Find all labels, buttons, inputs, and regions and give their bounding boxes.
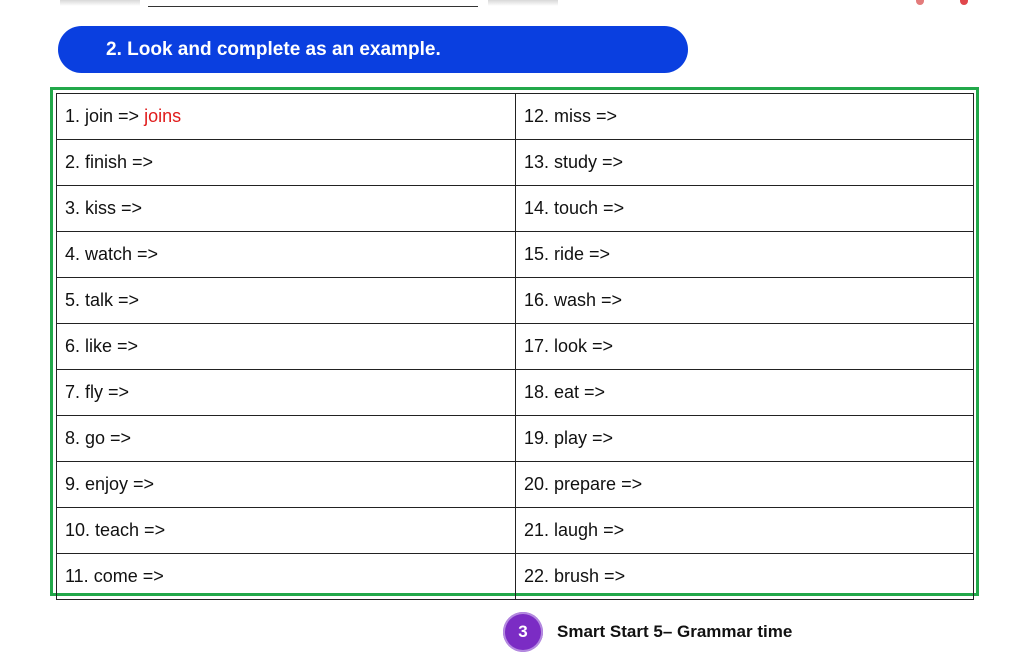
page-number-badge: [503, 612, 543, 652]
table-row: [57, 462, 974, 508]
exercise-cell[interactable]: [516, 324, 974, 370]
exercise-prompt: 17. look =>: [524, 336, 614, 356]
section-header: [58, 26, 688, 73]
exercise-prompt: 12. miss =>: [524, 106, 618, 126]
exercise-prompt: 21. laugh =>: [524, 520, 625, 540]
table-row: [57, 554, 974, 600]
exercise-prompt: 8. go =>: [65, 428, 132, 448]
footer-title: Smart Start 5– Grammar time: [557, 622, 793, 641]
exercise-cell[interactable]: [516, 232, 974, 278]
exercise-cell[interactable]: [516, 140, 974, 186]
exercise-prompt: 5. talk =>: [65, 290, 140, 310]
exercise-cell[interactable]: [516, 370, 974, 416]
top-decoration: [916, 0, 924, 5]
table-row: [57, 232, 974, 278]
table-row: [57, 94, 974, 140]
exercise-cell[interactable]: [516, 94, 974, 140]
table-row: [57, 140, 974, 186]
exercise-prompt: 22. brush =>: [524, 566, 626, 586]
exercise-prompt: 19. play =>: [524, 428, 614, 448]
example-answer: joins: [144, 106, 182, 126]
top-answer-line: [148, 6, 478, 7]
table-row: [57, 370, 974, 416]
exercise-cell[interactable]: [516, 462, 974, 508]
exercise-prompt: 16. wash =>: [524, 290, 623, 310]
exercise-prompt: 18. eat =>: [524, 382, 606, 402]
exercise-prompt: 9. enjoy =>: [65, 474, 155, 494]
table-row: [57, 278, 974, 324]
exercise-prompt: 1. join =>: [65, 106, 140, 126]
exercise-prompt: 2. finish =>: [65, 152, 154, 172]
exercise-cell[interactable]: [57, 462, 516, 508]
exercise-prompt: 13. study =>: [524, 152, 624, 172]
exercise-cell[interactable]: [57, 140, 516, 186]
exercise-cell[interactable]: [57, 508, 516, 554]
exercise-prompt: 10. teach =>: [65, 520, 166, 540]
exercise-prompt: 15. ride =>: [524, 244, 611, 264]
exercise-cell[interactable]: [516, 186, 974, 232]
exercise-cell[interactable]: [516, 554, 974, 600]
exercise-prompt: 4. watch =>: [65, 244, 159, 264]
exercise-table: [56, 93, 974, 600]
section-title: 2. Look and complete as an example.: [106, 38, 441, 60]
exercise-prompt: 6. like =>: [65, 336, 139, 356]
table-row: [57, 508, 974, 554]
exercise-cell[interactable]: [57, 416, 516, 462]
exercise-cell[interactable]: [57, 278, 516, 324]
exercise-cell[interactable]: [57, 554, 516, 600]
top-cropped-text: [60, 0, 140, 6]
exercise-prompt: 11. come =>: [65, 566, 164, 586]
exercise-cell[interactable]: [57, 370, 516, 416]
table-row: [57, 324, 974, 370]
exercise-cell[interactable]: [57, 324, 516, 370]
table-row: [57, 416, 974, 462]
exercise-prompt: 7. fly =>: [65, 382, 130, 402]
exercise-prompt: 3. kiss =>: [65, 198, 143, 218]
table-row: [57, 186, 974, 232]
exercise-cell[interactable]: [57, 232, 516, 278]
exercise-prompt: 20. prepare =>: [524, 474, 643, 494]
exercise-cell[interactable]: [516, 278, 974, 324]
exercise-cell[interactable]: [57, 94, 516, 140]
page-footer: [503, 612, 792, 652]
exercise-cell[interactable]: [516, 416, 974, 462]
exercise-prompt: 14. touch =>: [524, 198, 625, 218]
top-cropped-text-right: [488, 0, 558, 6]
exercise-cell[interactable]: [516, 508, 974, 554]
exercise-cell[interactable]: [57, 186, 516, 232]
top-decoration: [960, 0, 968, 5]
exercise-table-frame: [50, 87, 979, 596]
page-number: 3: [518, 622, 528, 641]
